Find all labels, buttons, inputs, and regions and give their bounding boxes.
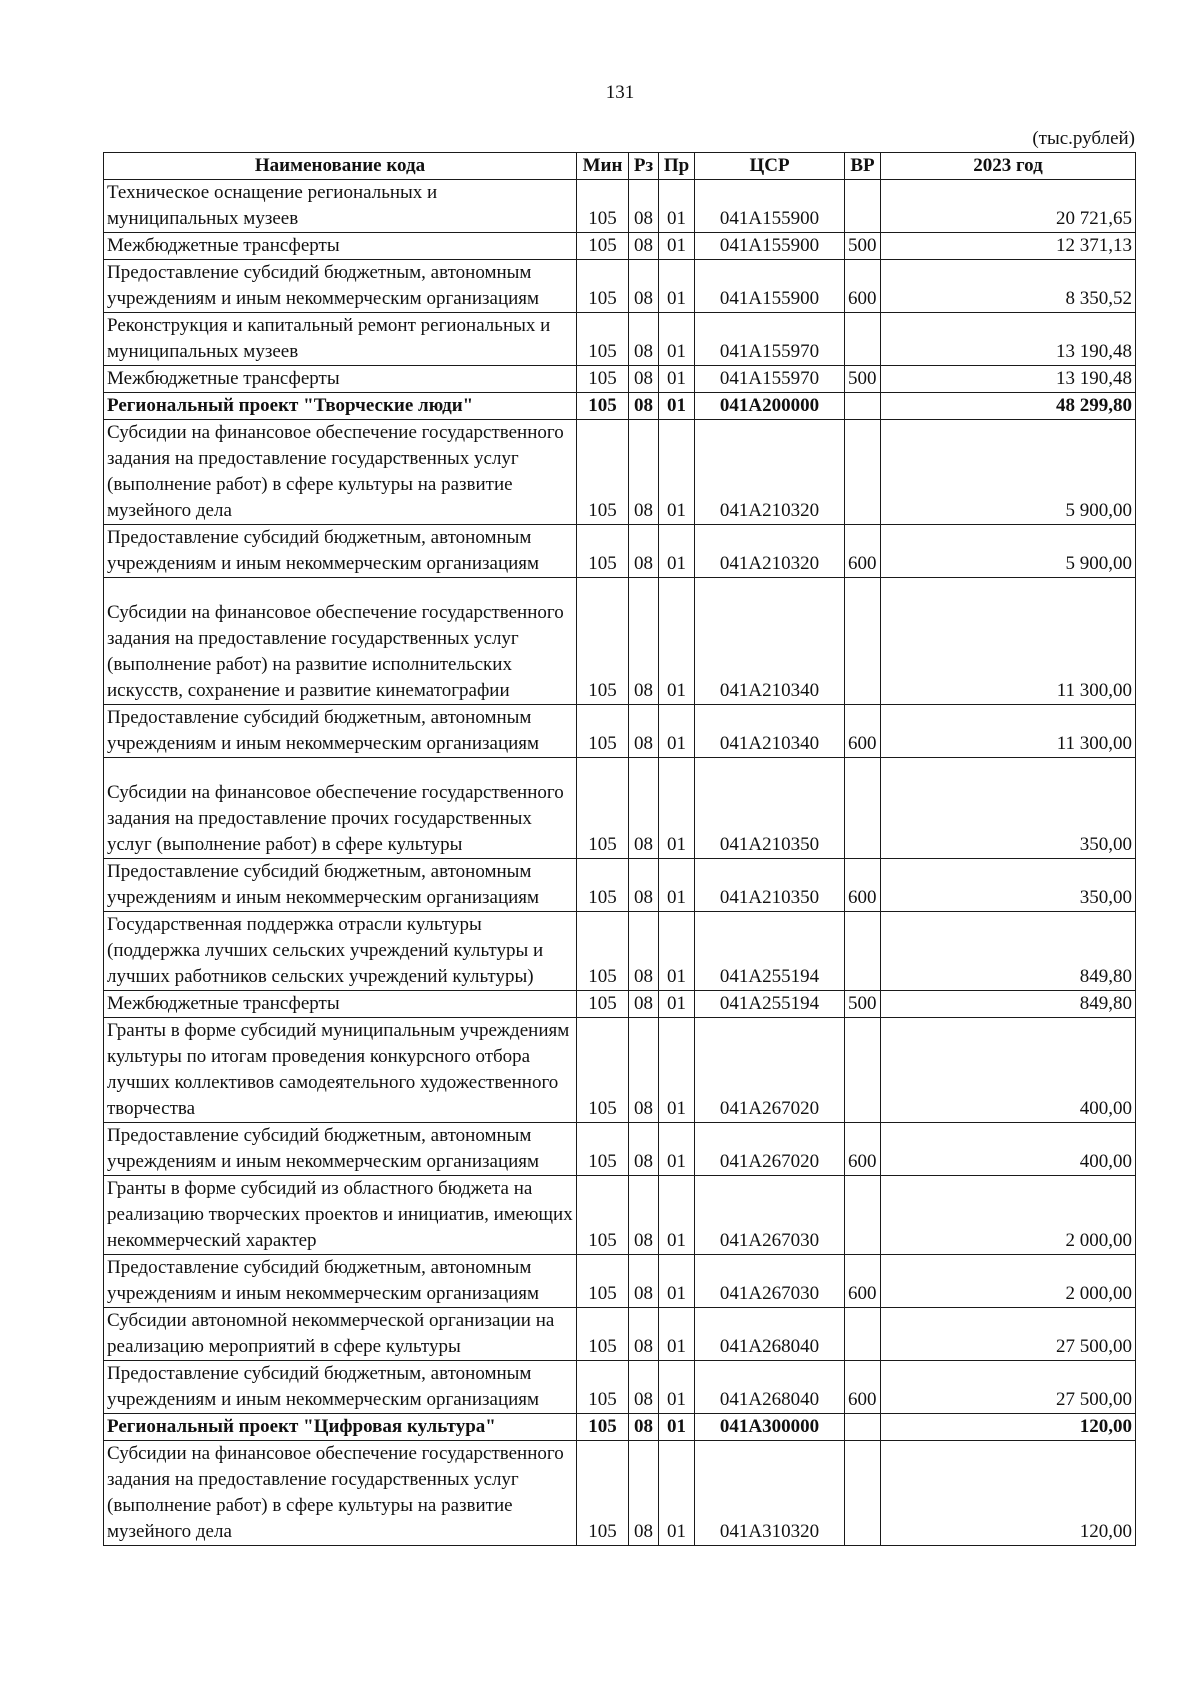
cell-vr	[845, 1308, 881, 1361]
header-min: Мин	[577, 153, 629, 180]
table-row	[104, 180, 1136, 233]
cell-min: 105	[577, 1414, 629, 1441]
cell-min: 105	[577, 1361, 629, 1414]
header-year: 2023 год	[881, 153, 1136, 180]
cell-name: Субсидии автономной некоммерческой организации на реализацию мероприятий в сфере культуры	[104, 1308, 577, 1361]
cell-min: 105	[577, 1308, 629, 1361]
cell-sum: 27 500,00	[881, 1308, 1136, 1361]
cell-pr: 01	[659, 578, 695, 705]
table-row	[104, 1441, 1136, 1546]
cell-vr: 600	[845, 859, 881, 912]
cell-pr: 01	[659, 1441, 695, 1546]
cell-sum: 48 299,80	[881, 393, 1136, 420]
cell-min: 105	[577, 705, 629, 758]
cell-pr: 01	[659, 1414, 695, 1441]
cell-csr: 041A155970	[695, 366, 845, 393]
cell-min: 105	[577, 313, 629, 366]
cell-min: 105	[577, 180, 629, 233]
cell-vr	[845, 1176, 881, 1255]
cell-min: 105	[577, 1255, 629, 1308]
cell-vr: 600	[845, 1123, 881, 1176]
table-row	[104, 1361, 1136, 1414]
cell-rz: 08	[629, 525, 659, 578]
table-row	[104, 366, 1136, 393]
cell-name: Региональный проект "Цифровая культура"	[104, 1414, 577, 1441]
cell-csr: 041A210350	[695, 859, 845, 912]
cell-csr: 041A267030	[695, 1176, 845, 1255]
table-row	[104, 1255, 1136, 1308]
cell-name: Гранты в форме субсидий из областного бюджета на реализацию творческих проектов и инициатив, имеющих некоммерческий характер	[104, 1176, 577, 1255]
cell-name: Субсидии на финансовое обеспечение государственного задания на предоставление государственных услуг (выполнение работ) в сфере культуры на развитие музейного дела	[104, 420, 577, 525]
cell-pr: 01	[659, 705, 695, 758]
cell-vr	[845, 1414, 881, 1441]
cell-min: 105	[577, 233, 629, 260]
cell-rz: 08	[629, 1308, 659, 1361]
cell-pr: 01	[659, 420, 695, 525]
cell-sum: 13 190,48	[881, 366, 1136, 393]
cell-sum: 12 371,13	[881, 233, 1136, 260]
cell-vr: 600	[845, 1255, 881, 1308]
cell-sum: 849,80	[881, 991, 1136, 1018]
header-pr: Пр	[659, 153, 695, 180]
cell-rz: 08	[629, 859, 659, 912]
cell-rz: 08	[629, 912, 659, 991]
table-row	[104, 1308, 1136, 1361]
table-row	[104, 260, 1136, 313]
cell-pr: 01	[659, 366, 695, 393]
cell-csr: 041A210320	[695, 525, 845, 578]
cell-sum: 2 000,00	[881, 1255, 1136, 1308]
table-row	[104, 1018, 1136, 1123]
cell-csr: 041A210340	[695, 578, 845, 705]
cell-min: 105	[577, 420, 629, 525]
cell-csr: 041A255194	[695, 912, 845, 991]
cell-csr: 041A155900	[695, 180, 845, 233]
cell-min: 105	[577, 1441, 629, 1546]
cell-pr: 01	[659, 1018, 695, 1123]
cell-vr	[845, 912, 881, 991]
cell-min: 105	[577, 366, 629, 393]
cell-min: 105	[577, 859, 629, 912]
cell-vr	[845, 180, 881, 233]
cell-min: 105	[577, 260, 629, 313]
table-row	[104, 578, 1136, 705]
header-vr: ВР	[845, 153, 881, 180]
cell-name: Субсидии на финансовое обеспечение государственного задания на предоставление прочих государственных услуг (выполнение работ) в сфере культуры	[104, 758, 577, 859]
header-csr: ЦСР	[695, 153, 845, 180]
cell-csr: 041A300000	[695, 1414, 845, 1441]
cell-csr: 041A210340	[695, 705, 845, 758]
table-row	[104, 912, 1136, 991]
cell-csr: 041A267030	[695, 1255, 845, 1308]
table-row	[104, 1123, 1136, 1176]
cell-name: Предоставление субсидий бюджетным, автономным учреждениям и иным некоммерческим организациям	[104, 705, 577, 758]
cell-vr: 600	[845, 1361, 881, 1414]
cell-vr	[845, 578, 881, 705]
cell-name: Предоставление субсидий бюджетным, автономным учреждениям и иным некоммерческим организациям	[104, 1255, 577, 1308]
cell-rz: 08	[629, 260, 659, 313]
cell-vr	[845, 1018, 881, 1123]
table-row	[104, 991, 1136, 1018]
cell-sum: 5 900,00	[881, 420, 1136, 525]
cell-rz: 08	[629, 1441, 659, 1546]
table-row	[104, 1176, 1136, 1255]
cell-name: Гранты в форме субсидий муниципальным учреждениям культуры по итогам проведения конкурсного отбора лучших коллективов самодеятельного художественного творчества	[104, 1018, 577, 1123]
table-row	[104, 525, 1136, 578]
cell-csr: 041A255194	[695, 991, 845, 1018]
cell-name: Предоставление субсидий бюджетным, автономным учреждениям и иным некоммерческим организациям	[104, 525, 577, 578]
cell-name: Субсидии на финансовое обеспечение государственного задания на предоставление государственных услуг (выполнение работ) на развитие исполнительских искусств, сохранение и развитие кинематографии	[104, 578, 577, 705]
cell-rz: 08	[629, 578, 659, 705]
cell-rz: 08	[629, 420, 659, 525]
cell-csr: 041A310320	[695, 1441, 845, 1546]
cell-pr: 01	[659, 313, 695, 366]
cell-vr: 500	[845, 233, 881, 260]
cell-pr: 01	[659, 991, 695, 1018]
cell-name: Субсидии на финансовое обеспечение государственного задания на предоставление государственных услуг (выполнение работ) в сфере культуры на развитие музейного дела	[104, 1441, 577, 1546]
table-row	[104, 1414, 1136, 1441]
cell-sum: 849,80	[881, 912, 1136, 991]
cell-min: 105	[577, 1018, 629, 1123]
cell-csr: 041A268040	[695, 1361, 845, 1414]
cell-csr: 041A200000	[695, 393, 845, 420]
cell-rz: 08	[629, 991, 659, 1018]
cell-pr: 01	[659, 859, 695, 912]
table-row	[104, 233, 1136, 260]
cell-sum: 13 190,48	[881, 313, 1136, 366]
cell-rz: 08	[629, 1361, 659, 1414]
cell-name: Предоставление субсидий бюджетным, автономным учреждениям и иным некоммерческим организациям	[104, 260, 577, 313]
units-label: (тыс.рублей)	[1032, 128, 1135, 149]
budget-table	[103, 152, 1136, 1546]
cell-name: Межбюджетные трансферты	[104, 366, 577, 393]
cell-min: 105	[577, 1176, 629, 1255]
cell-pr: 01	[659, 233, 695, 260]
cell-rz: 08	[629, 1018, 659, 1123]
cell-vr: 500	[845, 366, 881, 393]
table-row	[104, 758, 1136, 859]
cell-pr: 01	[659, 1123, 695, 1176]
cell-pr: 01	[659, 260, 695, 313]
cell-name: Техническое оснащение региональных и муниципальных музеев	[104, 180, 577, 233]
cell-vr: 600	[845, 260, 881, 313]
cell-rz: 08	[629, 366, 659, 393]
page-number: 131	[605, 82, 635, 103]
cell-sum: 120,00	[881, 1441, 1136, 1546]
cell-min: 105	[577, 758, 629, 859]
cell-min: 105	[577, 525, 629, 578]
cell-sum: 11 300,00	[881, 578, 1136, 705]
cell-sum: 20 721,65	[881, 180, 1136, 233]
cell-pr: 01	[659, 758, 695, 859]
cell-name: Реконструкция и капитальный ремонт региональных и муниципальных музеев	[104, 313, 577, 366]
cell-pr: 01	[659, 1176, 695, 1255]
cell-name: Межбюджетные трансферты	[104, 991, 577, 1018]
cell-sum: 120,00	[881, 1414, 1136, 1441]
cell-pr: 01	[659, 525, 695, 578]
cell-min: 105	[577, 393, 629, 420]
cell-sum: 11 300,00	[881, 705, 1136, 758]
cell-rz: 08	[629, 1414, 659, 1441]
cell-name: Межбюджетные трансферты	[104, 233, 577, 260]
cell-vr: 600	[845, 705, 881, 758]
cell-rz: 08	[629, 758, 659, 859]
cell-csr: 041A210350	[695, 758, 845, 859]
cell-csr: 041A210320	[695, 420, 845, 525]
cell-rz: 08	[629, 1176, 659, 1255]
cell-sum: 400,00	[881, 1018, 1136, 1123]
cell-vr: 500	[845, 991, 881, 1018]
header-name: Наименование кода	[104, 153, 577, 180]
cell-rz: 08	[629, 393, 659, 420]
cell-vr	[845, 758, 881, 859]
cell-sum: 5 900,00	[881, 525, 1136, 578]
cell-csr: 041A268040	[695, 1308, 845, 1361]
cell-rz: 08	[629, 1255, 659, 1308]
cell-name: Государственная поддержка отрасли культуры (поддержка лучших сельских учреждений культуры и лучших работников сельских учреждений культуры)	[104, 912, 577, 991]
cell-name: Предоставление субсидий бюджетным, автономным учреждениям и иным некоммерческим организациям	[104, 1123, 577, 1176]
cell-min: 105	[577, 912, 629, 991]
cell-sum: 27 500,00	[881, 1361, 1136, 1414]
cell-sum: 2 000,00	[881, 1176, 1136, 1255]
cell-name: Предоставление субсидий бюджетным, автономным учреждениям и иным некоммерческим организациям	[104, 1361, 577, 1414]
header-rz: Рз	[629, 153, 659, 180]
cell-csr: 041A155970	[695, 313, 845, 366]
cell-sum: 350,00	[881, 859, 1136, 912]
cell-rz: 08	[629, 180, 659, 233]
cell-name: Предоставление субсидий бюджетным, автономным учреждениям и иным некоммерческим организациям	[104, 859, 577, 912]
cell-vr	[845, 393, 881, 420]
cell-min: 105	[577, 578, 629, 705]
cell-rz: 08	[629, 233, 659, 260]
cell-pr: 01	[659, 1308, 695, 1361]
cell-pr: 01	[659, 180, 695, 233]
table-row	[104, 313, 1136, 366]
cell-csr: 041A155900	[695, 260, 845, 313]
cell-rz: 08	[629, 1123, 659, 1176]
cell-sum: 350,00	[881, 758, 1136, 859]
cell-csr: 041A267020	[695, 1123, 845, 1176]
table-row	[104, 705, 1136, 758]
table-row	[104, 420, 1136, 525]
cell-rz: 08	[629, 705, 659, 758]
cell-sum: 400,00	[881, 1123, 1136, 1176]
cell-min: 105	[577, 1123, 629, 1176]
cell-csr: 041A267020	[695, 1018, 845, 1123]
cell-pr: 01	[659, 1255, 695, 1308]
cell-pr: 01	[659, 393, 695, 420]
table-header-row	[104, 153, 1136, 180]
table-row	[104, 859, 1136, 912]
cell-csr: 041A155900	[695, 233, 845, 260]
cell-pr: 01	[659, 912, 695, 991]
cell-min: 105	[577, 991, 629, 1018]
cell-vr: 600	[845, 525, 881, 578]
cell-sum: 8 350,52	[881, 260, 1136, 313]
cell-rz: 08	[629, 313, 659, 366]
cell-vr	[845, 420, 881, 525]
table-row	[104, 393, 1136, 420]
cell-vr	[845, 313, 881, 366]
cell-vr	[845, 1441, 881, 1546]
cell-name: Региональный проект "Творческие люди"	[104, 393, 577, 420]
cell-pr: 01	[659, 1361, 695, 1414]
